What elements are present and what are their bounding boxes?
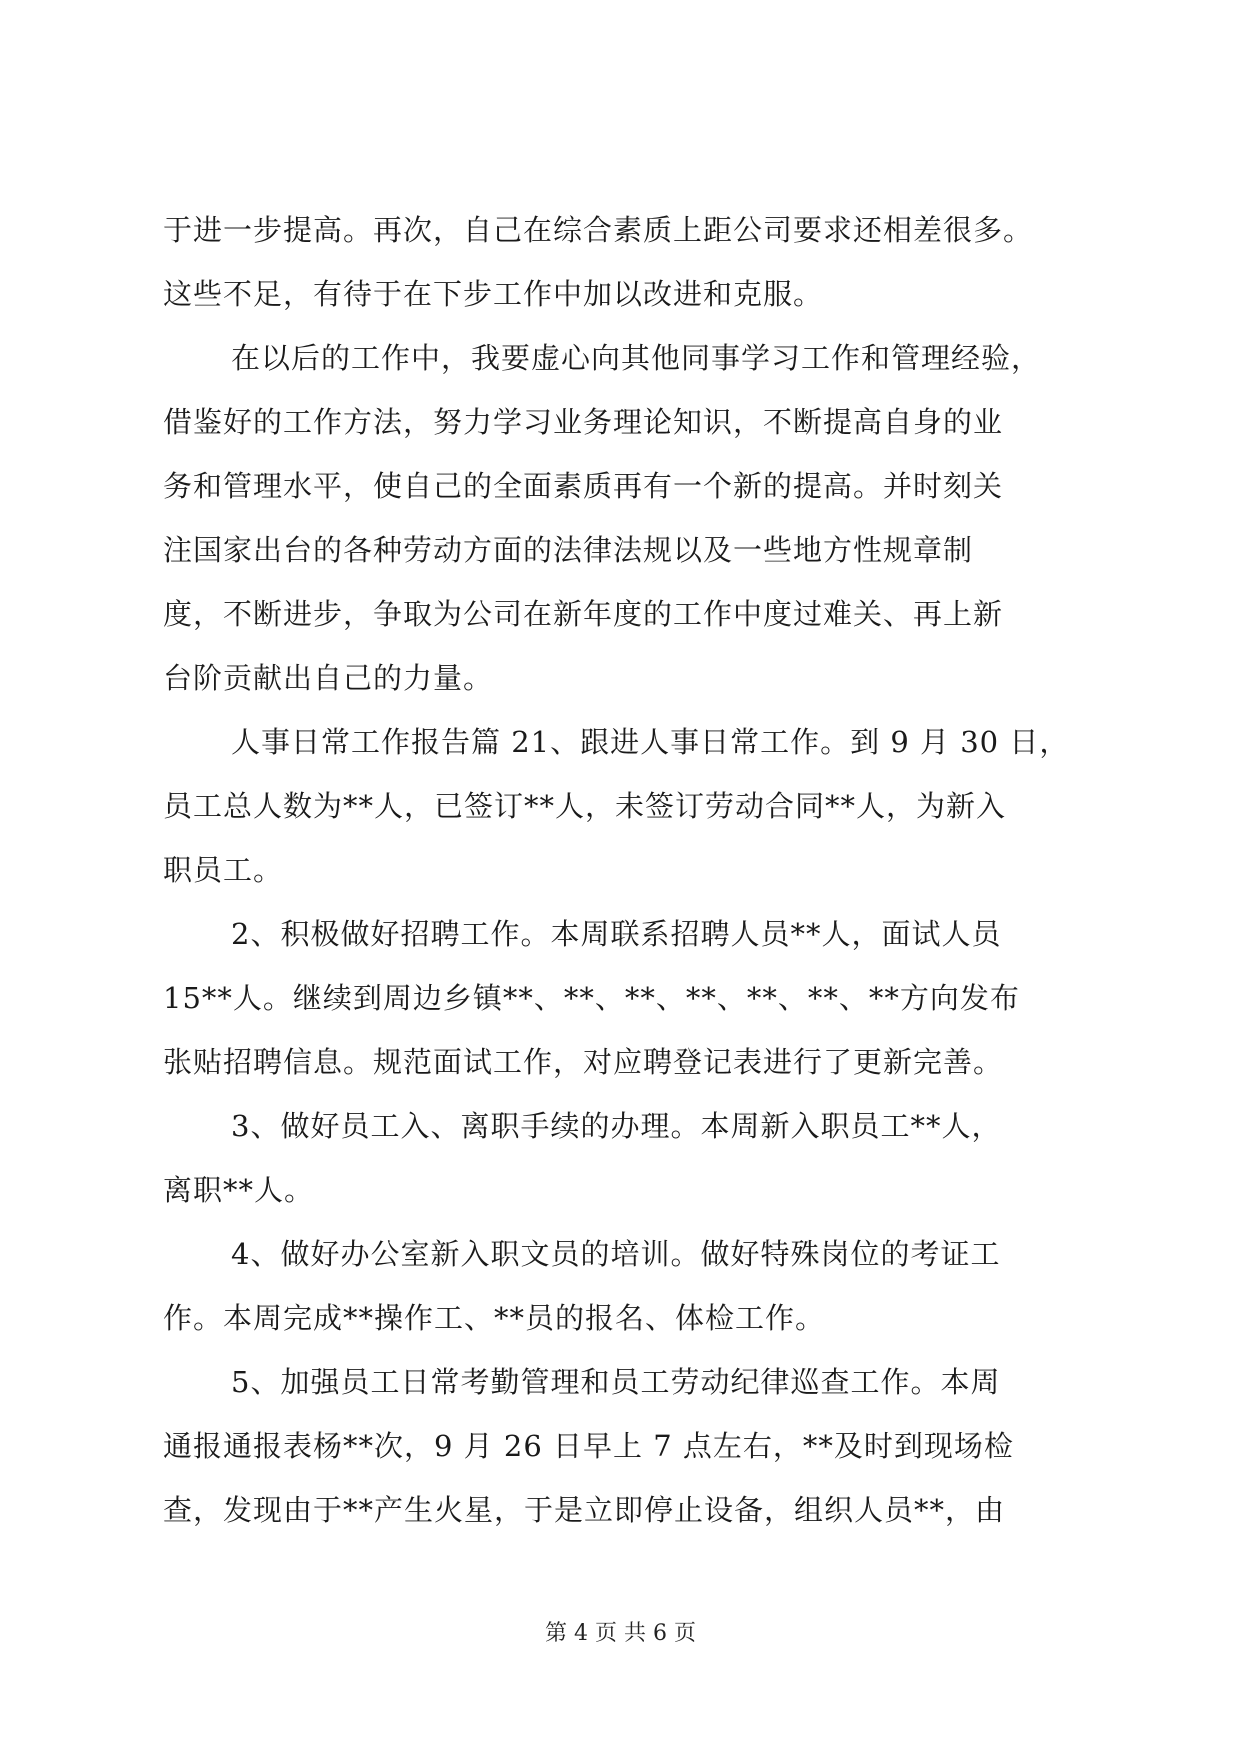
text-line: 张贴招聘信息。规范面试工作，对应聘登记表进行了更新完善。 <box>163 1045 1004 1079</box>
text-line: 注国家出台的各种劳动方面的法律法规以及一些地方性规章制 <box>163 533 974 567</box>
text-line: 员工总人数为**人，已签订**人，未签订劳动合同**人，为新入 <box>163 789 1007 823</box>
page-number-footer: 第 4 页 共 6 页 <box>545 1621 696 1646</box>
text-line: 通报通报表杨**次，9 月 26 日早上 7 点左右，**及时到现场检 <box>163 1429 1014 1463</box>
paragraph-start-line: 人事日常工作报告篇 21、跟进人事日常工作。到 9 月 30 日， <box>231 725 1070 759</box>
text-line: 查，发现由于**产生火星，于是立即停止设备，组织人员**，由 <box>163 1493 1006 1527</box>
text-line: 于进一步提高。再次，自己在综合素质上距公司要求还相差很多。 <box>163 213 1034 247</box>
paragraph-start-line: 2、积极做好招聘工作。本周联系招聘人员**人，面试人员 <box>231 917 1002 951</box>
paragraph-start-line: 4、做好办公室新入职文员的培训。做好特殊岗位的考证工 <box>231 1237 1001 1271</box>
paragraph-start-line: 3、做好员工入、离职手续的办理。本周新入职员工**人， <box>231 1109 1002 1143</box>
paragraph-start-line: 在以后的工作中，我要虚心向其他同事学习工作和管理经验， <box>231 341 1042 375</box>
text-line: 借鉴好的工作方法，努力学习业务理论知识，不断提高自身的业 <box>163 405 1004 439</box>
text-line: 台阶贡献出自己的力量。 <box>163 661 494 695</box>
text-line: 离职**人。 <box>163 1173 315 1207</box>
text-line: 作。本周完成**操作工、**员的报名、体检工作。 <box>163 1301 826 1335</box>
text-line: 职员工。 <box>163 853 284 887</box>
text-line: 15**人。继续到周边乡镇**、**、**、**、**、**、**方向发布 <box>163 981 1020 1015</box>
document-body <box>163 198 1123 1542</box>
paragraph-start-line: 5、加强员工日常考勤管理和员工劳动纪律巡查工作。本周 <box>231 1365 1001 1399</box>
text-line: 务和管理水平，使自己的全面素质再有一个新的提高。并时刻关 <box>163 469 1004 503</box>
text-line: 这些不足，有待于在下步工作中加以改进和克服。 <box>163 277 824 311</box>
text-line: 度，不断进步，争取为公司在新年度的工作中度过难关、再上新 <box>163 597 1004 631</box>
